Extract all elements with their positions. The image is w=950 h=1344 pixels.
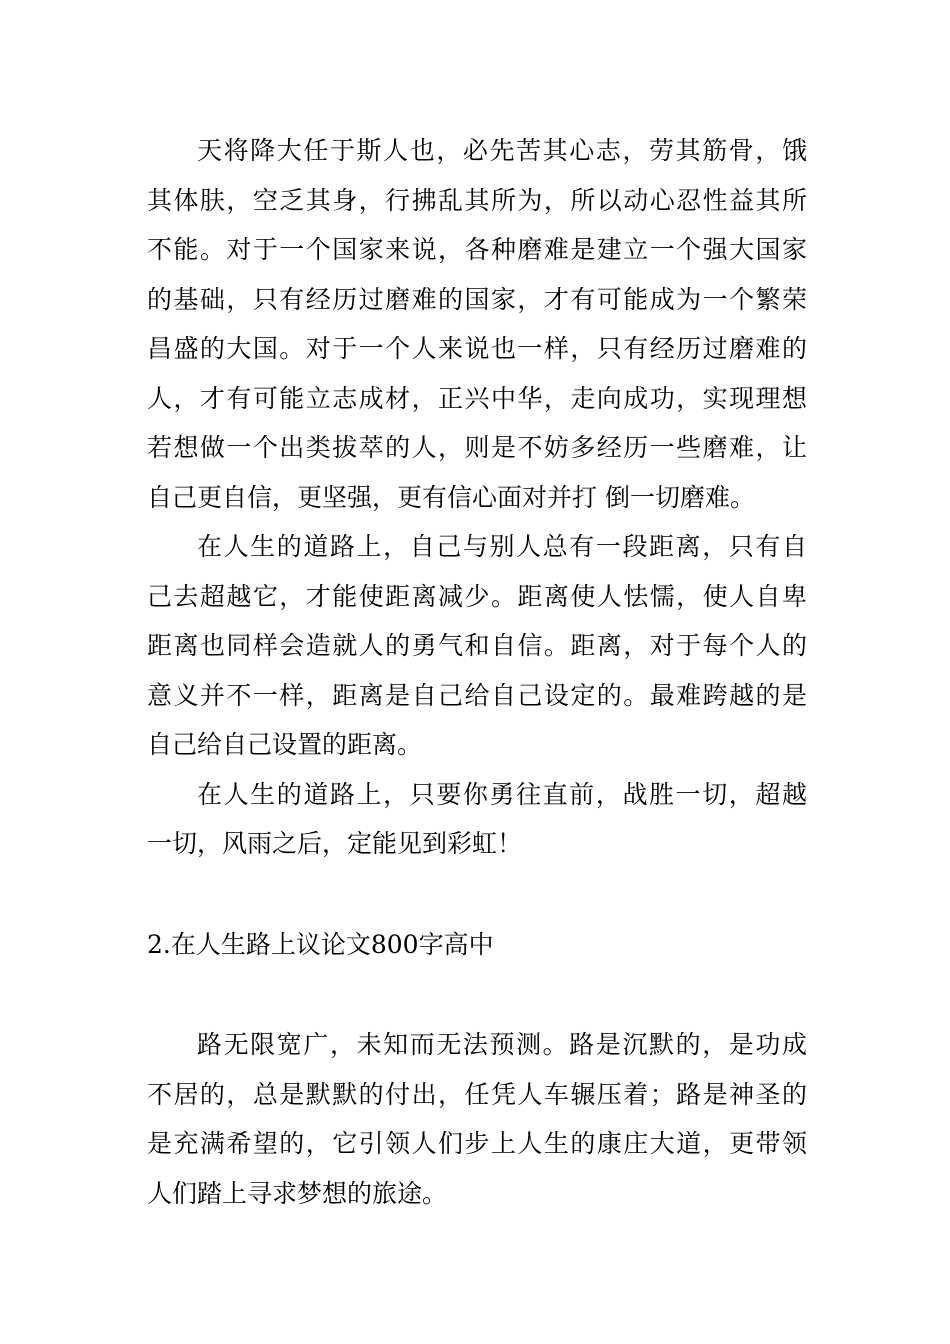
paragraph-line: 距离也同样会造就人的勇气和自信。距离，对于每个人的	[147, 631, 807, 660]
paragraph-line: 昌盛的大国。对于一个人来说也一样，只有经历过磨难的	[147, 334, 807, 363]
paragraph-line: 天将降大任于斯人也，必先苦其心志，劳其筋骨，饿	[197, 136, 807, 165]
paragraph-line: 人们踏上寻求梦想的旅途。	[147, 1179, 448, 1208]
paragraph-line: 不能。对于一个国家来说，各种磨难是建立一个强大国家	[147, 235, 807, 264]
paragraph-line: 不居的，总是默默的付出，任凭人车辗压着；路是神圣的	[147, 1080, 807, 1109]
section-heading: 2.在人生路上议论文800字高中	[147, 930, 494, 959]
paragraph-line: 人，才有可能立志成材，正兴中华，走向成功，实现理想	[147, 384, 807, 413]
paragraph-line: 自己给自己设置的距离。	[147, 730, 423, 759]
paragraph-line: 其体肤，空乏其身，行拂乱其所为，所以动心忍性益其所	[147, 186, 807, 215]
paragraph-line: 自己更自信，更坚强，更有信心面对并打 倒一切磨难。	[147, 483, 755, 512]
paragraph-line: 的基础，只有经历过磨难的国家，才有可能成为一个繁荣	[147, 285, 807, 314]
paragraph-line: 意义并不一样，距离是自己给自己设定的。最难跨越的是	[147, 681, 807, 710]
paragraph-line: 路无限宽广，未知而无法预测。路是沉默的，是功成	[197, 1030, 807, 1059]
paragraph-line: 在人生的道路上，只要你勇往直前，战胜一切，超越	[197, 780, 807, 809]
paragraph-line: 一切，风雨之后，定能见到彩虹！	[147, 829, 523, 858]
paragraph-line: 若想做一个出类拔萃的人，则是不妨多经历一些磨难，让	[147, 433, 807, 462]
paragraph-line: 是充满希望的，它引领人们步上人生的康庄大道，更带领	[147, 1129, 807, 1158]
paragraph-line: 在人生的道路上，自己与别人总有一段距离，只有自	[197, 532, 807, 561]
paragraph-line: 己去超越它，才能使距离减少。距离使人怯懦，使人自卑	[147, 582, 807, 611]
